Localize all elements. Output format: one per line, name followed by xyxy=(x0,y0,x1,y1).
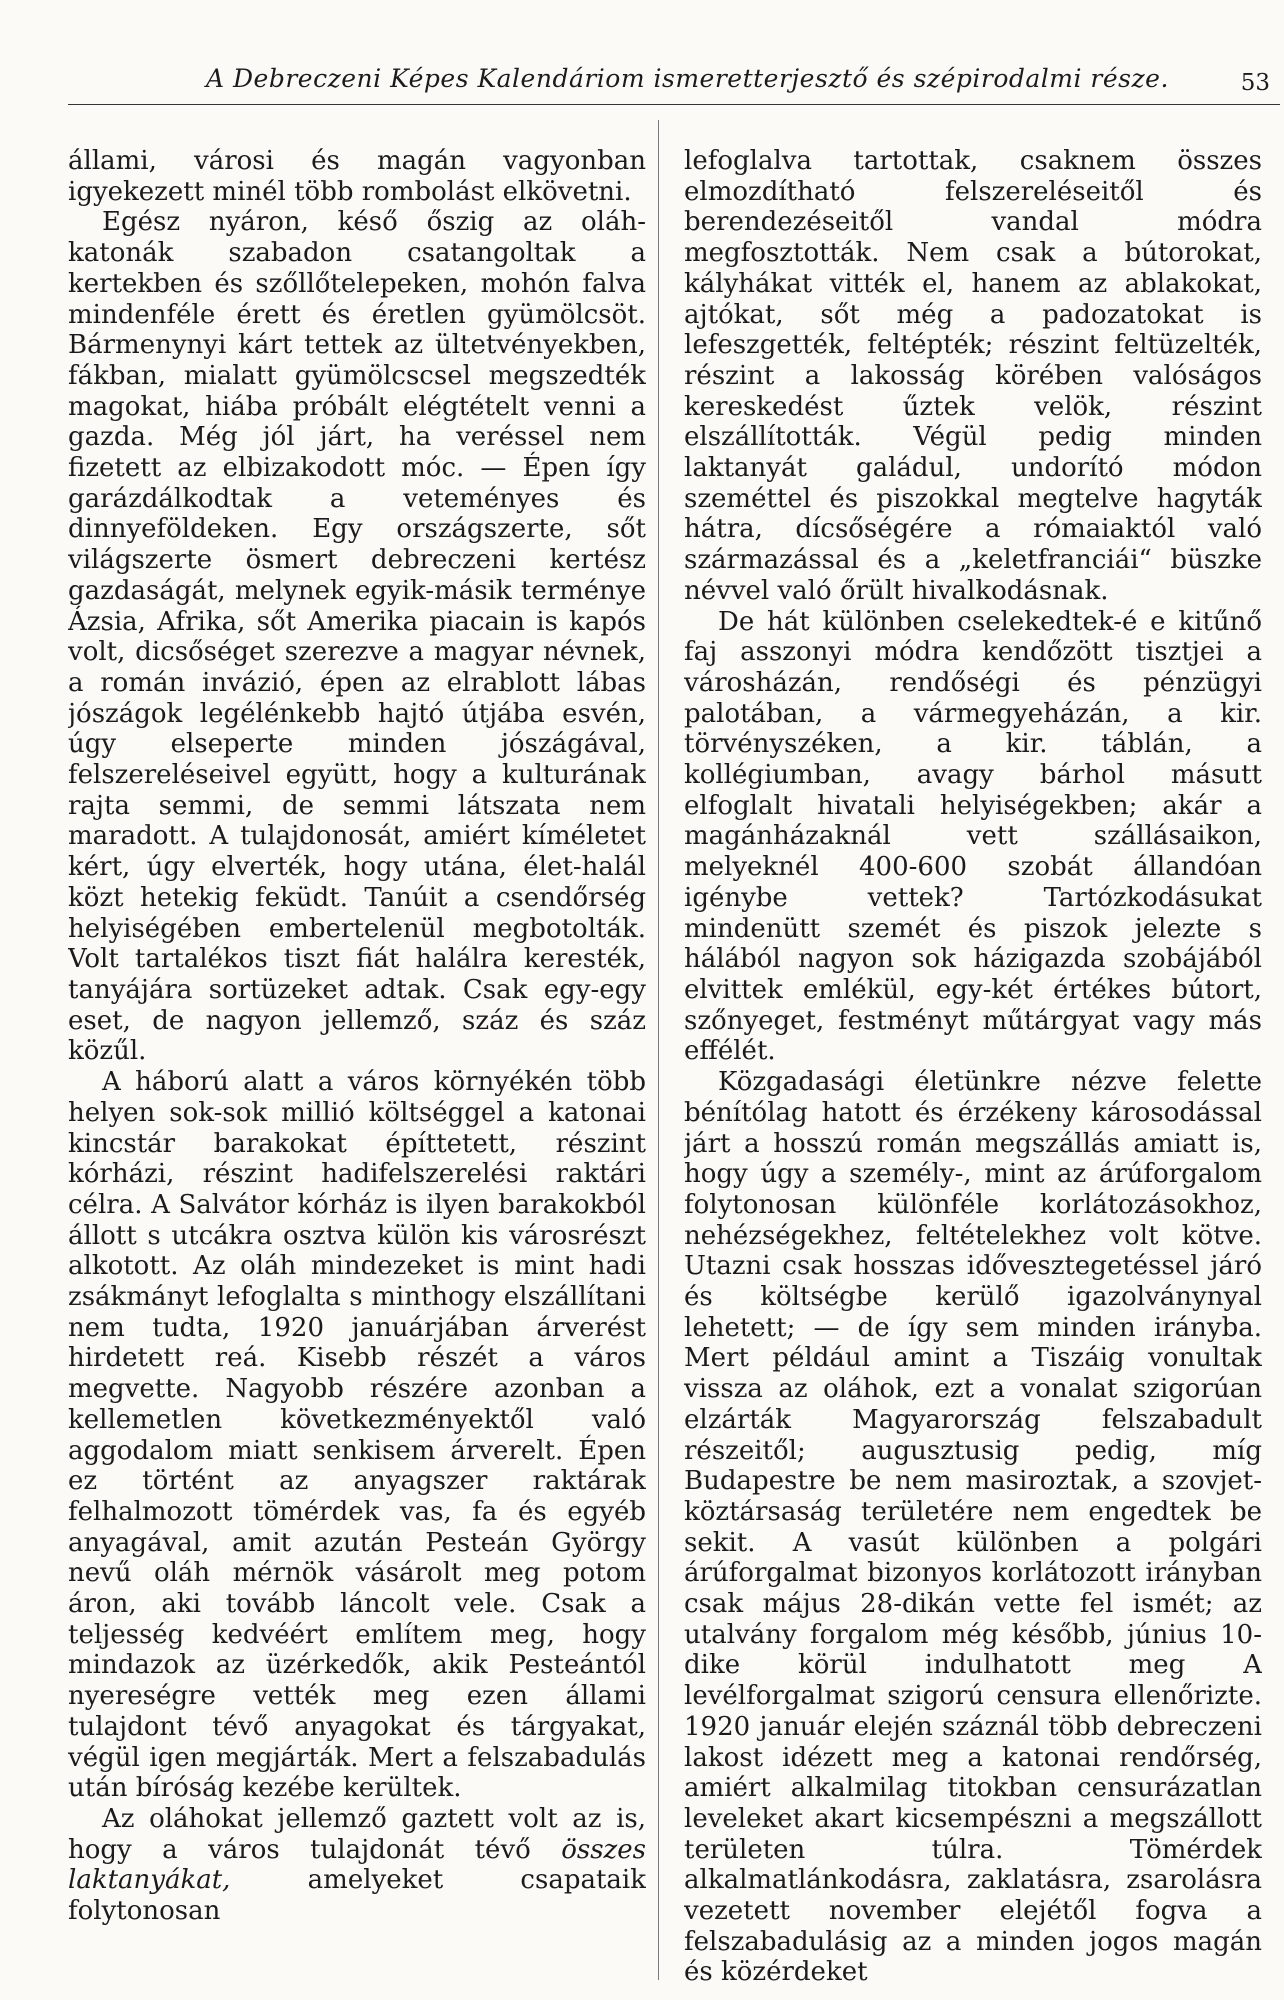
paragraph-text: Az oláhokat jellemző gaztett volt az is, hogy a város tulajdonát tévő xyxy=(68,1803,646,1865)
left-column xyxy=(68,146,646,1986)
paragraph xyxy=(68,1804,646,1927)
paragraph: lefoglalva tartottak, csaknem összes elmozdítható felszereléseitől és berendezéseitől vandal módra megfosztották. Nem csak a bútorokat, kályhákat vitték el, hanem az ablakokat, ajtókat, sőt még a padozatokat is lefeszgették, feltépték; részint feltüzelték, részint a lakosság körében valóságos kereskedést űztek velök, részint elszállították. Végül pedig minden laktanyát galádul, undorító módon szeméttel és piszokkal megtelve hagyták hátra, dícsőségére a rómaiaktól való származással és a „keletfranciái“ büszke névvel való őrült hivalkodásnak. xyxy=(684,146,1262,606)
paragraph: állami, városi és magán vagyonban igyekezett minél több rombolást elkövetni. xyxy=(68,146,646,207)
paragraph: A háború alatt a város környékén több helyen sok-sok millió költséggel a katonai kincstár barakokat építtetett, részint kórházi, részint hadifelszerelési raktári célra. A Salvátor kórház is ilyen barakokból állott s utcákra osztva külön kis városrészt alkotott. Az oláh mindezeket is mint hadi zsákmányt lefoglalta s minthogy elszállítani nem tudta, 1920 januárjában árverést hirdetett reá. Kisebb részét a város megvette. Nagyobb részére azonban a kellemetlen következményektől való aggodalom miatt senkisem árverelt. Épen ez történt az anyagszer raktárak felhalmozott tömérdek vas, fa és egyéb anyagával, amit azután Pesteán György nevű oláh mérnök vásárolt meg potom áron, aki tovább láncolt vele. Csak a teljesség kedvéért említem meg, hogy mindazok az üzérkedők, akik Pesteántól nyereségre vették meg ezen állami tulajdont tévő anyagokat és tárgyakat, végül igen megjárták. Mert a felszabadulás után bíróság kezébe kerültek. xyxy=(68,1067,646,1804)
running-title: A Debreczeni Képes Kalendáriom ismeretterjesztő és szépirodalmi része. xyxy=(206,64,1169,93)
paragraph: Közgadasági életünkre nézve felette bénítólag hatott és érzékeny károsodással járt a hosszú román megszállás amiatt is, hogy úgy a személy-, mint az árúforgalom folytonosan különféle korlátozásokhoz, nehézségekhez, feltételekhez volt kötve. Utazni csak hosszas idővesztegetéssel járó és költségbe kerülő igazolványnyal lehetett; — de így sem minden irányba. Mert például amint a Tiszáig vonultak vissza az oláhok, ezt a vonalat szigorúan elzárták Magyarország felszabadult részeitől; augusztusig pedig, míg Budapestre be nem masiroztak, a szovjet-köztársaság területére nem engedtek be sekit. A vasút különben a polgári árúforgalmat bizonyos korlátozott irányban csak május 28-dikán vette fel ismét; az utalvány forgalom még később, június 10-dike körül indulhatott meg A levélforgalmat szigorú censura ellenőrizte. 1920 január elején száznál több debreczeni lakost idézett meg a katonai rendőrség, amiért alkalmilag titokban censurázatlan leveleket akart kicsempészni a megszállott területen túlra. Tömérdek alkalmatlánkodásra, zaklatásra, zsarolásra vezetett november elejétől fogva a felszabadulásig az a minden jogos magán és közérdeket xyxy=(684,1067,1262,1986)
paragraph: De hát különben cselekedtek-é e kitűnő faj asszonyi módra kendőzött tisztjei a városházán, rendőségi és pénzügyi palotában, a vármegyeházán, a kir. törvényszéken, a kir. táblán, a kollégiumban, avagy bárhol másutt elfoglalt hivatali helyiségekben; akár a magánházaknál vett szállásaikon, melyeknél 400-600 szobát állandóan igénybe vettek? Tartózkodásukat mindenütt szemét és piszok jelezte s hálából nagyon sok házigazda szobájából elvittek emlékül, egy-két értékes bútort, szőnyeget, festményt műtárgyat vagy más effélét. xyxy=(684,606,1262,1067)
column-divider xyxy=(658,120,659,1980)
paragraph: Egész nyáron, késő őszig az oláh-katonák szabadon csatangoltak a kertekben és szőllőtelepeken, mohón falva mindenféle érett és éretlen gyümölcsöt. Bármenynyi kárt tettek az ültetvényekben, fákban, mialatt gyümölcscsel megszedték magokat, hiába próbált elégtételt venni a gazda. Még jól járt, ha veréssel nem fizetett az elbizakodott móc. — Épen így garázdálkodtak a veteményes és dinnyeföldeken. Egy országszerte, sőt világszerte ösmert debreczeni kertész gazdaságát, melynek egyik-másik terménye Ázsia, Afrika, sőt Amerika piacain is kapós volt, dicsőséget szerezve a magyar névnek, a román invázió, épen az elrablott lábas jószágok legélénkebb hajtó útjába esvén, úgy elseperte minden jószágával, felszereléseivel együtt, hogy a kulturának rajta semmi, de semmi látszata nem maradott. A tulajdonosát, amiért kíméletet kért, úgy elverték, hogy utána, élet-halál közt hetekig feküdt. Tanúit a csendőrség helyiségében embertelenül megbotolták. Volt tartalékos tiszt fiát halálra keresték, tanyájára sortüzeket adtak. Csak egy-egy eset, de nagyon jellemző, száz és száz közűl. xyxy=(68,207,646,1067)
page-number: 53 xyxy=(1240,70,1270,96)
emphasis-text: összes laktanyákat, xyxy=(68,1834,646,1896)
paragraph-text: amelyeket csapataik folytonosan xyxy=(68,1865,646,1927)
right-column xyxy=(684,146,1262,1986)
page-header xyxy=(68,58,1280,105)
